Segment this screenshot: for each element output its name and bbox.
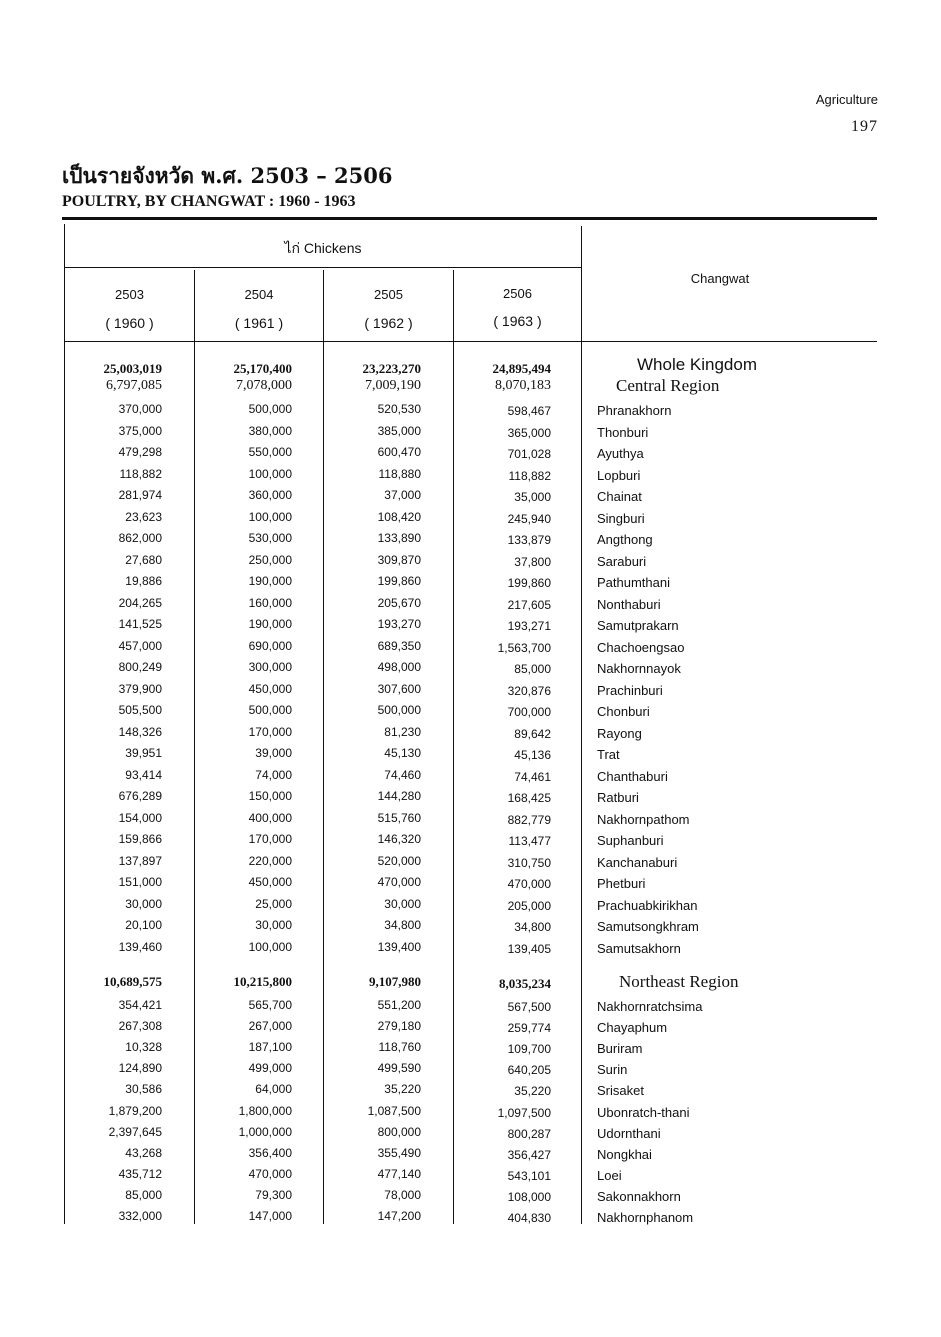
changwat-name: Chainat bbox=[597, 489, 642, 504]
table-cell: 64,000 bbox=[255, 1082, 292, 1097]
changwat-header: Changwat bbox=[690, 271, 750, 286]
table-cell: 385,000 bbox=[377, 423, 421, 438]
table-cell: 551,200 bbox=[377, 998, 421, 1012]
table-cell: 279,180 bbox=[377, 1019, 421, 1034]
table-cell: 498,000 bbox=[377, 660, 421, 674]
year-be-2504: 2504 bbox=[244, 287, 274, 302]
table-cell: 332,000 bbox=[118, 1209, 162, 1223]
changwat-name: Suphanburi bbox=[597, 833, 664, 848]
table-cell: 37,800 bbox=[514, 554, 551, 569]
changwat-name: Sakonnakhorn bbox=[597, 1188, 681, 1204]
table-cell: 267,308 bbox=[118, 1019, 162, 1034]
table-cell: 23,623 bbox=[125, 509, 162, 524]
changwat-name: Trat bbox=[597, 747, 620, 762]
table-cell: 543,101 bbox=[507, 1168, 551, 1183]
table-cell: 74,461 bbox=[514, 769, 551, 784]
table-cell: 139,405 bbox=[507, 941, 551, 956]
table-cell: 320,876 bbox=[507, 683, 551, 698]
table-cell: 190,000 bbox=[248, 617, 292, 631]
table-cell: 380,000 bbox=[248, 423, 292, 438]
table-cell: 1,879,200 bbox=[108, 1103, 162, 1118]
table-cell: 400,000 bbox=[248, 810, 292, 825]
table-cell: 1,097,500 bbox=[497, 1105, 551, 1120]
table-cell: 205,000 bbox=[507, 898, 551, 913]
table-cell: 220,000 bbox=[248, 853, 292, 868]
table-cell: 470,000 bbox=[248, 1166, 292, 1181]
changwat-name: Surin bbox=[597, 1062, 628, 1078]
table-cell: 100,000 bbox=[248, 939, 292, 954]
table-cell: 133,890 bbox=[377, 531, 421, 545]
changwat-name: Pathumthani bbox=[597, 575, 670, 590]
table-cell: 250,000 bbox=[248, 552, 292, 567]
table-cell: 124,890 bbox=[118, 1061, 162, 1076]
northeast-total-2503: 10,689,575 bbox=[103, 974, 162, 989]
changwat-name: Prachuabkirikhan bbox=[597, 897, 698, 913]
table-top-rule bbox=[62, 217, 877, 220]
table-cell: 193,271 bbox=[507, 619, 551, 633]
table-cell: 404,830 bbox=[507, 1211, 551, 1225]
table-cell: 479,298 bbox=[118, 445, 162, 459]
table-cell: 882,779 bbox=[507, 812, 551, 827]
table-cell: 457,000 bbox=[118, 638, 162, 653]
table-cell: 85,000 bbox=[125, 1187, 162, 1202]
table-cell: 139,460 bbox=[118, 939, 162, 954]
changwat-name: Loei bbox=[597, 1167, 622, 1183]
changwat-name: Rayong bbox=[597, 725, 642, 741]
table-cell: 450,000 bbox=[248, 681, 292, 696]
whole-kingdom-2503: 25,003,019 bbox=[103, 361, 162, 376]
northeast-total-2506: 8,035,234 bbox=[499, 976, 551, 991]
table-cell: 505,500 bbox=[118, 703, 162, 717]
table-cell: 515,760 bbox=[377, 810, 421, 825]
table-cell: 35,000 bbox=[514, 490, 551, 504]
year-ce-1963: ( 1963 ) bbox=[493, 313, 542, 329]
table-cell: 499,000 bbox=[248, 1061, 292, 1076]
table-cell: 205,670 bbox=[377, 595, 421, 610]
table-cell: 141,525 bbox=[118, 617, 162, 631]
table-cell: 118,760 bbox=[378, 1040, 421, 1055]
changwat-name: Saraburi bbox=[597, 553, 647, 569]
table-cell: 435,712 bbox=[118, 1166, 162, 1181]
central-region-label: Central Region bbox=[616, 376, 720, 395]
table-cell: 133,879 bbox=[507, 533, 551, 547]
table-cell: 190,000 bbox=[248, 574, 292, 588]
table-cell: 499,590 bbox=[377, 1061, 421, 1076]
table-cell: 30,000 bbox=[384, 896, 421, 911]
changwat-name: Chachoengsao bbox=[597, 639, 685, 655]
changwat-name: Thonburi bbox=[597, 424, 649, 440]
changwat-name: Srisaket bbox=[597, 1083, 644, 1099]
table-cell: 565,700 bbox=[248, 998, 292, 1012]
changwat-name: Ratburi bbox=[597, 790, 639, 805]
table-cell: 307,600 bbox=[377, 681, 421, 696]
table-cell: 281,974 bbox=[118, 488, 162, 502]
table-cell: 81,230 bbox=[384, 724, 421, 739]
table-cell: 34,800 bbox=[384, 918, 421, 932]
table-cell: 10,328 bbox=[125, 1040, 162, 1055]
table-cell: 356,400 bbox=[248, 1145, 292, 1160]
changwat-name: Ubonratch-thani bbox=[597, 1104, 690, 1120]
central-total-2506: 8,070,183 bbox=[495, 378, 551, 393]
table-cell: 700,000 bbox=[507, 705, 551, 719]
title-english: POULTRY, BY CHANGWAT : 1960 - 1963 bbox=[62, 193, 356, 210]
table-cell: 137,897 bbox=[118, 853, 162, 868]
table-cell: 690,000 bbox=[248, 638, 292, 653]
table-cell: 600,470 bbox=[377, 445, 421, 459]
changwat-name: Nakhornpathom bbox=[597, 811, 690, 827]
table-cell: 37,000 bbox=[384, 488, 421, 502]
table-cell: 154,000 bbox=[118, 810, 162, 825]
table-cell: 379,900 bbox=[118, 681, 162, 696]
table-cell: 199,860 bbox=[377, 574, 421, 588]
table-cell: 146,320 bbox=[377, 832, 421, 846]
table-cell: 43,268 bbox=[125, 1145, 162, 1160]
changwat-name: Singburi bbox=[597, 510, 645, 526]
table-cell: 30,000 bbox=[255, 918, 292, 932]
table-cell: 500,000 bbox=[248, 402, 292, 416]
table-cell: 356,427 bbox=[507, 1147, 551, 1162]
col-divider-1 bbox=[194, 270, 195, 1224]
table-cell: 168,425 bbox=[507, 791, 551, 805]
table-cell: 35,220 bbox=[384, 1082, 421, 1097]
changwat-name: Samutsakhorn bbox=[597, 940, 681, 956]
year-ce-1962: ( 1962 ) bbox=[364, 315, 413, 331]
table-cell: 310,750 bbox=[507, 855, 551, 870]
table-cell: 78,000 bbox=[384, 1187, 421, 1202]
col-divider-2 bbox=[323, 270, 324, 1224]
table-cell: 74,460 bbox=[384, 767, 421, 782]
section-header: Agriculture bbox=[815, 92, 878, 107]
whole-kingdom-label: Whole Kingdom bbox=[637, 355, 758, 374]
table-cell: 160,000 bbox=[248, 595, 292, 610]
table-cell: 108,420 bbox=[377, 509, 421, 524]
table-cell: 151,000 bbox=[118, 875, 162, 889]
table-cell: 365,000 bbox=[507, 425, 551, 440]
changwat-name: Phetburi bbox=[597, 876, 646, 891]
table-cell: 148,326 bbox=[118, 724, 162, 739]
table-cell: 100,000 bbox=[248, 509, 292, 524]
northeast-region-label: Northeast Region bbox=[619, 972, 739, 991]
table-cell: 118,880 bbox=[378, 466, 421, 481]
table-cell: 217,605 bbox=[507, 597, 551, 612]
table-cell: 309,870 bbox=[377, 552, 421, 567]
changwat-name: Nonthaburi bbox=[597, 596, 661, 612]
table-cell: 1,563,700 bbox=[497, 640, 551, 655]
table-cell: 500,000 bbox=[248, 703, 292, 717]
central-total-2505: 7,009,190 bbox=[365, 378, 421, 393]
table-cell: 193,270 bbox=[377, 617, 421, 631]
table-cell: 108,000 bbox=[507, 1189, 551, 1204]
year-be-2505: 2505 bbox=[374, 287, 403, 302]
table-cell: 567,500 bbox=[507, 1000, 551, 1014]
chickens-group-header: ไก่ Chickens bbox=[284, 240, 362, 256]
table-cell: 1,800,000 bbox=[238, 1103, 292, 1118]
changwat-name: Nakhornphanom bbox=[597, 1210, 694, 1225]
table-cell: 25,000 bbox=[255, 896, 292, 911]
table-cell: 19,886 bbox=[125, 574, 162, 588]
changwat-name: Buriram bbox=[597, 1041, 643, 1057]
table-cell: 187,100 bbox=[248, 1040, 292, 1055]
changwat-name: Kanchanaburi bbox=[597, 854, 678, 870]
changwat-name: Samutprakarn bbox=[597, 618, 679, 633]
table-cell: 530,000 bbox=[248, 531, 292, 545]
table-cell: 159,866 bbox=[118, 832, 162, 846]
changwat-name: Samutsongkhram bbox=[597, 919, 699, 934]
changwat-name: Chayaphum bbox=[597, 1020, 668, 1036]
table-cell: 800,287 bbox=[507, 1126, 551, 1141]
table-cell: 800,000 bbox=[377, 1124, 421, 1139]
table-cell: 85,000 bbox=[514, 662, 551, 676]
table-cell: 370,000 bbox=[118, 402, 162, 416]
table-cell: 1,000,000 bbox=[238, 1124, 292, 1139]
central-total-2504: 7,078,000 bbox=[236, 378, 292, 393]
year-be-2503: 2503 bbox=[115, 287, 144, 302]
table-cell: 30,586 bbox=[125, 1082, 162, 1097]
table-cell: 598,467 bbox=[507, 404, 551, 418]
table-cell: 300,000 bbox=[248, 660, 292, 674]
table-cell: 34,800 bbox=[514, 920, 551, 934]
whole-kingdom-2505: 23,223,270 bbox=[362, 361, 421, 376]
table-cell: 118,882 bbox=[508, 468, 551, 483]
whole-kingdom-2506: 24,895,494 bbox=[492, 361, 551, 376]
changwat-name: Phranakhorn bbox=[597, 403, 672, 418]
table-cell: 355,490 bbox=[377, 1145, 421, 1160]
table-cell: 640,205 bbox=[507, 1063, 551, 1078]
table-cell: 204,265 bbox=[118, 595, 162, 610]
col-divider-3 bbox=[453, 270, 454, 1224]
changwat-name: Angthong bbox=[597, 532, 653, 547]
northeast-total-2505: 9,107,980 bbox=[369, 974, 421, 989]
changwat-name: Nakhornnayok bbox=[597, 661, 681, 676]
table-cell: 862,000 bbox=[118, 531, 162, 545]
table-cell: 800,249 bbox=[118, 660, 162, 674]
table-cell: 520,000 bbox=[377, 853, 421, 868]
table-cell: 375,000 bbox=[118, 423, 162, 438]
northeast-total-2504: 10,215,800 bbox=[233, 974, 292, 989]
whole-kingdom-2504: 25,170,400 bbox=[233, 361, 292, 376]
table-cell: 144,280 bbox=[377, 789, 421, 803]
changwat-name: Lopburi bbox=[597, 467, 641, 483]
table-cell: 20,100 bbox=[125, 918, 162, 932]
table-cell: 500,000 bbox=[377, 703, 421, 717]
table-cell: 79,300 bbox=[255, 1187, 292, 1202]
table-cell: 147,200 bbox=[377, 1209, 421, 1223]
year-be-2506: 2506 bbox=[503, 286, 532, 301]
changwat-name: Prachinburi bbox=[597, 682, 663, 698]
table-cell: 470,000 bbox=[377, 875, 421, 889]
table-cell: 89,642 bbox=[514, 726, 551, 741]
table-left-border bbox=[64, 224, 65, 1224]
page-number: 197 bbox=[851, 118, 878, 135]
table-cell: 259,774 bbox=[507, 1021, 551, 1036]
changwat-name: Nongkhai bbox=[597, 1146, 652, 1162]
table-cell: 2,397,645 bbox=[108, 1124, 162, 1139]
changwat-name: Nakhornratchsima bbox=[597, 999, 703, 1014]
table-cell: 109,700 bbox=[507, 1042, 551, 1057]
central-total-2503: 6,797,085 bbox=[106, 378, 162, 393]
year-ce-1961: ( 1961 ) bbox=[234, 315, 284, 331]
table-cell: 1,087,500 bbox=[367, 1103, 421, 1118]
table-cell: 354,421 bbox=[118, 998, 162, 1012]
changwat-name: Ayuthya bbox=[597, 446, 644, 461]
table-cell: 139,400 bbox=[377, 939, 421, 954]
year-ce-1960: ( 1960 ) bbox=[105, 315, 154, 331]
table-cell: 520,530 bbox=[377, 402, 421, 416]
table-cell: 35,220 bbox=[514, 1084, 551, 1099]
table-cell: 74,000 bbox=[255, 767, 292, 782]
table-cell: 100,000 bbox=[248, 466, 292, 481]
table-cell: 45,136 bbox=[514, 748, 551, 762]
table-cell: 450,000 bbox=[248, 875, 292, 889]
table-cell: 470,000 bbox=[507, 877, 551, 891]
table-cell: 676,289 bbox=[118, 789, 162, 803]
table-cell: 477,140 bbox=[377, 1166, 421, 1181]
changwat-name: Chanthaburi bbox=[597, 768, 668, 784]
col-divider-changwat bbox=[581, 226, 582, 1224]
table-cell: 147,000 bbox=[248, 1209, 292, 1223]
table-cell: 39,000 bbox=[255, 746, 292, 760]
table-cell: 45,130 bbox=[384, 746, 421, 760]
changwat-name: Chonburi bbox=[597, 704, 650, 719]
table-cell: 93,414 bbox=[125, 767, 162, 782]
table-cell: 39,951 bbox=[125, 746, 162, 760]
table-cell: 550,000 bbox=[248, 445, 292, 459]
table-cell: 267,000 bbox=[248, 1019, 292, 1034]
changwat-name: Udornthani bbox=[597, 1125, 661, 1141]
table-cell: 30,000 bbox=[125, 896, 162, 911]
table-cell: 199,860 bbox=[507, 576, 551, 590]
table-cell: 170,000 bbox=[248, 724, 292, 739]
group-header-rule bbox=[65, 267, 582, 268]
header-bottom-rule bbox=[65, 341, 877, 342]
table-cell: 150,000 bbox=[248, 789, 292, 803]
table-cell: 701,028 bbox=[507, 447, 551, 461]
table-cell: 360,000 bbox=[248, 488, 292, 502]
table-cell: 245,940 bbox=[507, 511, 551, 526]
table-cell: 118,882 bbox=[119, 466, 162, 481]
table-cell: 170,000 bbox=[248, 832, 292, 846]
title-thai: เป็นรายจังหวัด พ.ศ. 2503 – 2506 bbox=[62, 163, 393, 188]
table-cell: 689,350 bbox=[377, 638, 421, 653]
table-cell: 27,680 bbox=[125, 552, 162, 567]
table-cell: 113,477 bbox=[508, 834, 551, 848]
